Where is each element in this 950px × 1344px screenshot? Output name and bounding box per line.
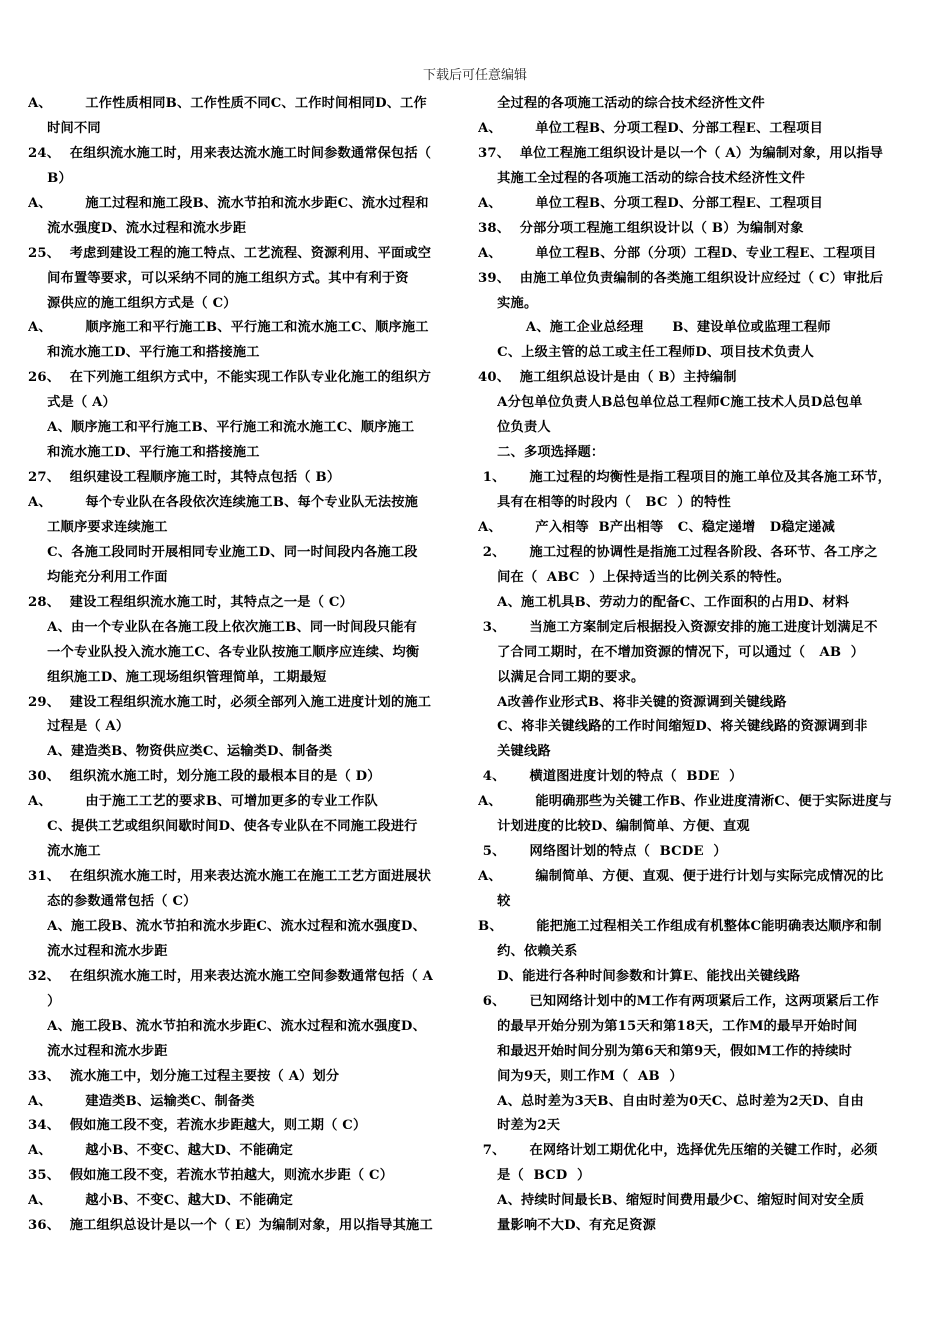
right-text-line: A、 单位工程B、分部（分项）工程D、专业工程E、工程项目 bbox=[478, 245, 877, 261]
right-text-line: A、总时差为3天B、自由时差为0天C、总时差为2天D、自由 bbox=[478, 1093, 864, 1109]
left-text-line: B） bbox=[28, 170, 72, 186]
left-text-line: 35、 假如施工段不变，若流水节拍越大，则流水步距（ C） bbox=[28, 1168, 394, 1184]
right-text-line: D、能进行各种时间参数和计算E、能找出关键线路 bbox=[478, 968, 801, 984]
left-text-line: 26、 在下列施工组织方式中，不能实现工作队专业化施工的组织方 bbox=[28, 370, 432, 386]
left-text-line: 式是（ A） bbox=[28, 395, 116, 411]
left-text-line: 流水过程和流水步距 bbox=[28, 943, 168, 959]
left-text-line: A、 建造类B、运输类C、制备类 bbox=[28, 1093, 255, 1109]
left-text-line: A、 越小B、不变C、越大D、不能确定 bbox=[28, 1193, 294, 1209]
right-text-line: 计划进度的比较D、编制简单、方便、直观 bbox=[478, 819, 750, 835]
left-text-line: 28、 建设工程组织流水施工时，其特点之一是（ C） bbox=[28, 594, 353, 610]
right-text-line: B、 能把施工过程相关工作组成有机整体C能明确表达顺序和制 bbox=[478, 918, 882, 934]
right-text-line: 以满足合同工期的要求。 bbox=[478, 669, 645, 685]
right-text-line: 量影响不大D、有充足资源 bbox=[478, 1218, 657, 1234]
left-text-line: C、各施工段同时开展相同专业施工D、同一时间段内各施工段 bbox=[28, 544, 418, 560]
right-text-line: 具有在相等的时段内（ BC ）的特性 bbox=[478, 495, 731, 510]
left-text-line: 源供应的施工组织方式是（ C） bbox=[28, 295, 237, 311]
right-text-line: 全过程的各项施工活动的综合技术经济性文件 bbox=[478, 96, 765, 111]
right-text-line: 5、 网络图计划的特点（ BCDE ） bbox=[478, 844, 727, 860]
left-text-line: A、顺序施工和平行施工B、平行施工和流水施工C、顺序施工 bbox=[28, 420, 415, 436]
left-text-line: A、施工段B、流水节拍和流水步距C、流水过程和流水强度D、 bbox=[28, 918, 426, 934]
left-text-line: 一个专业队投入流水施工C、各专业队按施工顺序应连续、均衡 bbox=[28, 644, 420, 660]
right-text-line: 较 bbox=[478, 894, 511, 909]
right-text-line: C、上级主管的总工或主任工程师D、项目技术负责人 bbox=[478, 345, 815, 361]
right-text-line: A、施工企业总经理 B、建设单位或监理工程师 bbox=[478, 320, 831, 336]
right-text-line: 38、 分部分项工程施工组织设计以（ B）为编制对象 bbox=[478, 220, 804, 236]
right-text-line: 了合同工期时，在不增加资源的情况下，可以通过（ AB ） bbox=[478, 644, 865, 660]
left-text-line: 29、 建设工程组织流水施工时，必须全部列入施工进度计划的施工 bbox=[28, 694, 432, 710]
left-text-line: A、 由于施工工艺的要求B、可增加更多的专业工作队 bbox=[28, 794, 378, 810]
right-text-line: 二、多项选择题： bbox=[478, 445, 605, 461]
right-text-line: 约、依赖关系 bbox=[478, 943, 578, 959]
right-text-line: 间为9天，则工作M（ AB ） bbox=[478, 1068, 683, 1084]
right-text-line: 和最迟开始时间分别为第6天和第9天，假如M工作的持续时 bbox=[478, 1043, 853, 1059]
right-text-line: A分包单位负责人B总包单位总工程师C施工技术人员D总包单 bbox=[478, 395, 863, 411]
right-text-line: 1、 施工过程的均衡性是指工程项目的施工单位及其各施工环节， bbox=[478, 470, 891, 486]
right-text-line: 的最早开始分别为第15天和第18天，工作M的最早开始时间 bbox=[478, 1018, 858, 1034]
left-text-line: 组织施工D、施工现场组织管理简单，工期最短 bbox=[28, 669, 327, 685]
right-text-line: 时差为2天 bbox=[478, 1118, 561, 1134]
right-text-line: A、 能明确那些为关键工作B、作业进度清淅C、便于实际进度与 bbox=[478, 794, 893, 810]
left-text-line: A、建造类B、物资供应类C、运输类D、制备类 bbox=[28, 744, 333, 760]
left-text-line: 流水过程和流水步距 bbox=[28, 1043, 168, 1059]
right-text-line: 位负责人 bbox=[478, 420, 551, 436]
right-text-line: A、施工机具B、劳动力的配备C、工作面积的占用D、材料 bbox=[478, 594, 850, 610]
right-text-line: 其施工全过程的各项施工活动的综合技术经济性文件 bbox=[478, 170, 806, 186]
left-text-line: A、 越小B、不变C、越大D、不能确定 bbox=[28, 1143, 294, 1159]
right-text-line: A、 产入相等 B产出相等 C、稳定递增 D稳定递减 bbox=[478, 519, 835, 535]
left-column bbox=[28, 92, 460, 1239]
right-column bbox=[478, 92, 918, 1239]
right-text-line: A、 单位工程B、分项工程D、分部工程E、工程项目 bbox=[478, 120, 823, 136]
left-text-line: 25、 考虑到建设工程的施工特点、工艺流程、资源利用、平面或空 bbox=[28, 245, 432, 261]
right-text-line: 2、 施工过程的协调性是指施工过程各阶段、各环节、各工序之 bbox=[478, 544, 878, 560]
left-text-line: 流水强度D、流水过程和流水步距 bbox=[28, 220, 247, 236]
left-text-line: 和流水施工D、平行施工和搭接施工 bbox=[28, 445, 260, 461]
left-text-line: 32、 在组织流水施工时，用来表达流水施工空间参数通常包括（ A bbox=[28, 968, 434, 984]
left-text-line: 工顺序要求连续施工 bbox=[28, 519, 168, 535]
right-text-line: 40、 施工组织总设计是由（ B）主持编制 bbox=[478, 370, 737, 386]
left-text-line: 流水施工 bbox=[28, 844, 101, 860]
right-text-line: 3、 当施工方案制定后根据投入资源安排的施工进度计划满足不 bbox=[478, 619, 878, 635]
right-text-line: 间在（ ABC ）上保持适当的比例关系的特性。 bbox=[478, 569, 791, 585]
left-text-line: A、 每个专业队在各段依次连续施工B、每个专业队无法按施 bbox=[28, 495, 419, 510]
left-text-line: 33、 流水施工中，划分施工过程主要按（ A）划分 bbox=[28, 1068, 340, 1084]
page-header: 下载后可任意编辑 bbox=[422, 68, 527, 83]
left-text-line: 34、 假如施工段不变，若流水步距越大，则工期（ C） bbox=[28, 1118, 367, 1134]
left-text-line: 36、 施工组织总设计是以一个（ E）为编制对象，用以指导其施工 bbox=[28, 1218, 433, 1234]
left-text-line: 和流水施工D、平行施工和搭接施工 bbox=[28, 345, 260, 361]
right-text-line: 7、 在网络计划工期优化中，选择优先压缩的关键工作时，必须 bbox=[478, 1143, 878, 1159]
right-text-line: 实施。 bbox=[478, 295, 538, 311]
left-text-line: 均能充分利用工作面 bbox=[28, 569, 168, 585]
left-text-line: 过程是（ A） bbox=[28, 719, 130, 735]
right-text-line: A、持续时间最长B、缩短时间费用最少C、缩短时间对安全质 bbox=[478, 1193, 865, 1209]
left-text-line: A、 工作性质相同B、工作性质不同C、工作时间相同D、工作 bbox=[28, 96, 427, 111]
left-text-line: A、施工段B、流水节拍和流水步距C、流水过程和流水强度D、 bbox=[28, 1018, 426, 1034]
right-text-line: 39、 由施工单位负责编制的各类施工组织设计应经过（ C）审批后 bbox=[478, 270, 884, 286]
right-text-line: C、将非关键线路的工作时间缩短D、将关键线路的资源调到非 bbox=[478, 719, 868, 735]
left-text-line: 27、 组织建设工程顺序施工时，其特点包括（ B） bbox=[28, 470, 341, 486]
right-text-line: 4、 横道图进度计划的特点（ BDE ） bbox=[478, 769, 743, 785]
left-text-line: 时间不同 bbox=[28, 120, 101, 136]
right-text-line: A改善作业形式B、将非关键的资源调到关键线路 bbox=[478, 694, 787, 710]
left-text-line: 30、 组织流水施工时，划分施工段的最根本目的是（ D） bbox=[28, 769, 381, 785]
right-text-line: 6、 已知网络计划中的M工作有两项紧后工作，这两项紧后工作 bbox=[478, 993, 879, 1009]
left-text-line: 态的参数通常包括（ C） bbox=[28, 894, 197, 909]
left-text-line: 31、 在组织流水施工时，用来表达流水施工在施工工艺方面进展状 bbox=[28, 869, 432, 885]
right-text-line: A、 单位工程B、分项工程D、分部工程E、工程项目 bbox=[478, 195, 823, 211]
right-text-line: A、 编制简单、方便、直观、便于进行计划与实际完成情况的比 bbox=[478, 869, 884, 885]
left-text-line: 24、 在组织流水施工时，用来表达流水施工时间参数通常保包括（ bbox=[28, 145, 432, 161]
left-text-line: ） bbox=[28, 993, 61, 1009]
left-text-line: 间布置等要求，可以采纳不同的施工组织方式。其中有利于资 bbox=[28, 270, 409, 286]
left-text-line: A、 施工过程和施工段B、流水节拍和流水步距C、流水过程和 bbox=[28, 195, 429, 211]
left-text-line: C、提供工艺或组织间歇时间D、使各专业队在不同施工段进行 bbox=[28, 819, 418, 835]
right-text-line: 是（ BCD ） bbox=[478, 1168, 591, 1184]
left-text-line: A、 顺序施工和平行施工B、平行施工和流水施工C、顺序施工 bbox=[28, 320, 429, 336]
right-text-line: 37、 单位工程施工组织设计是以一个（ A）为编制对象，用以指导 bbox=[478, 145, 884, 161]
left-text-line: A、由一个专业队在各施工段上依次施工B、同一时间段只能有 bbox=[28, 619, 418, 635]
right-text-line: 关键线路 bbox=[478, 744, 551, 760]
